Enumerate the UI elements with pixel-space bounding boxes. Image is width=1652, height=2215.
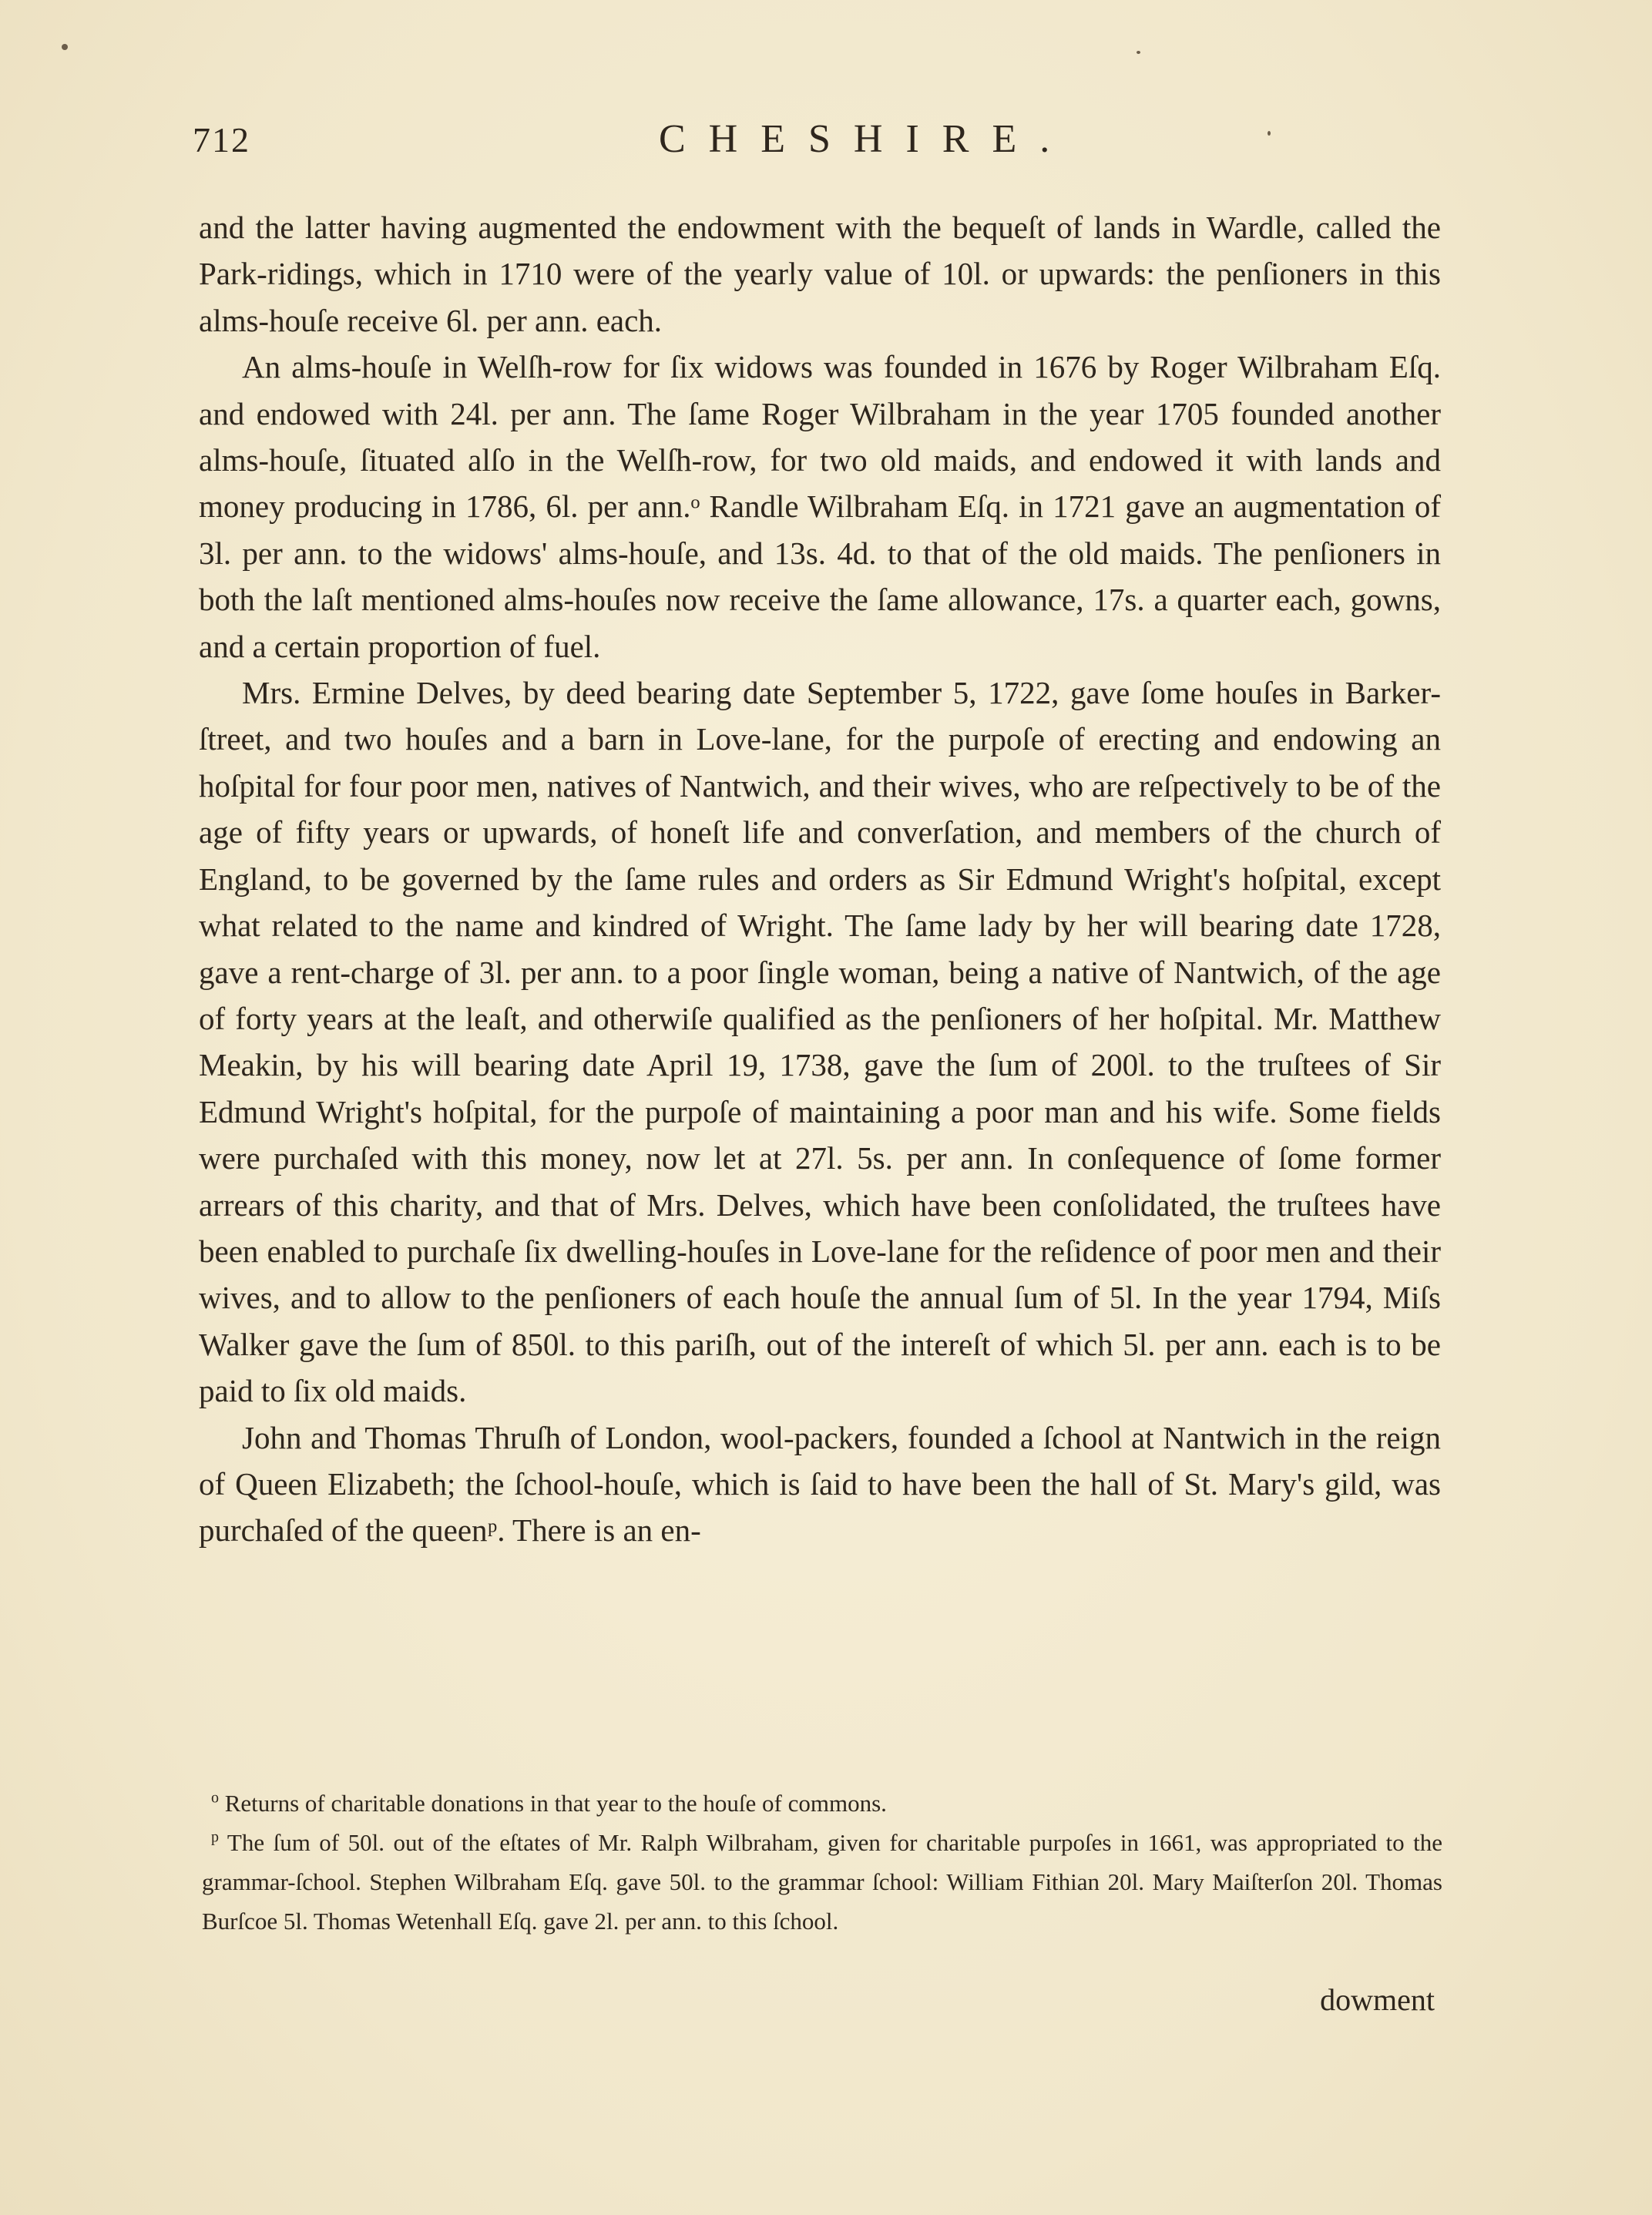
paragraph: Mrs. Ermine Delves, by deed bearing date September 5, 1722, gave ſome houſes in Barker-ſtreet, and two houſes and a barn in Love-lane, for the purpoſe of erecting and endowing an hoſpital for four poor men, natives of Nantwich, and their wives, who are reſpectively to be of the age of fifty years or upwards, of honeſt life and converſation, and members of the church of England, to be governed by the ſame rules and orders as Sir Edmund Wright's hoſpital, except what related to the name and kindred of Wright. The ſame lady by her will bearing date 1728, gave a rent-charge of 3l. per ann. to a poor ſingle woman, being a native of Nantwich, of the age of forty years at the leaſt, and otherwiſe qualified as the penſioners of her hoſpital. Mr. Matthew Meakin, by his will bearing date April 19, 1738, gave the ſum of 200l. to the truſtees of Sir Edmund Wright's hoſpital, for the purpoſe of maintaining a poor man and his wife. Some fields were purchaſed with this money, now let at 27l. 5s. per ann. In conſequence of ſome former arrears of this charity, and that of Mrs. Delves, which have been conſolidated, the truſtees have been enabled to purchaſe ſix dwelling-houſes in Love-lane for the reſidence of poor men and their wives, and to allow to the penſioners of each houſe the annual ſum of 5l. In the year 1794, Miſs Walker gave the ſum of 850l. to this pariſh, out of the intereſt of which 5l. per ann. each is to be paid to ſix old maids. <box>199 675 1441 1409</box>
footnote-mark: o <box>211 1789 219 1807</box>
footnotes <box>202 1784 1442 1941</box>
page-number: 712 <box>193 120 250 159</box>
body-text <box>199 204 1441 1554</box>
paragraph: John and Thomas Thruſh of London, wool-packers, founded a ſchool at Nantwich in the reign of Queen Elizabeth; the ſchool-houſe, which is ſaid to have been the hall of St. Mary's gild, was purchaſed of the queenᵖ. There is an en- <box>199 1419 1441 1549</box>
footnote-text: Returns of charitable donations in that year to the houſe of commons. <box>224 1790 887 1817</box>
ink-speck <box>62 44 68 50</box>
paragraph: and the latter having augmented the endowment with the bequeſt of lands in Wardle, called the Park-ridings, which in 1710 were of the yearly value of 10l. or upwards: the penſioners in this alms-houſe receive 6l. per ann. each. <box>199 210 1441 338</box>
paragraph: An alms-houſe in Welſh-row for ſix widows was founded in 1676 by Roger Wilbraham Eſq. and endowed with 24l. per ann. The ſame Roger Wilbraham in the year 1705 founded another alms-houſe, ſituated alſo in the Welſh-row, for two old maids, and endowed it with lands and money producing in 1786, 6l. per ann.ᵒ Randle Wilbraham Eſq. in 1721 gave an augmentation of 3l. per ann. to the widows' alms-houſe, and 13s. 4d. to that of the old maids. The penſioners in both the laſt mentioned alms-houſes now receive the ſame allowance, 17s. a quarter each, gowns, and a certain proportion of fuel. <box>199 349 1441 664</box>
ink-speck <box>1137 51 1140 54</box>
footnote-text: The ſum of 50l. out of the eſtates of Mr. Ralph Wilbraham, given for charitable purpoſes in 1661, was appropriated to the grammar-ſchool. Stephen Wilbraham Eſq. gave 50l. to the grammar ſchool: William Fithian 20l. Mary Maiſterſon 20l. Thomas Burſcoe 5l. Thomas Wetenhall Eſq. gave 2l. per ann. to this ſchool. <box>202 1829 1442 1935</box>
footnote <box>202 1823 1442 1941</box>
footnote-mark: p <box>211 1828 219 1846</box>
catchword: dowment <box>1320 1982 1435 2017</box>
running-title: CHESHIRE. <box>659 117 1073 161</box>
footnote <box>202 1784 1442 1823</box>
page-header <box>193 119 1441 181</box>
